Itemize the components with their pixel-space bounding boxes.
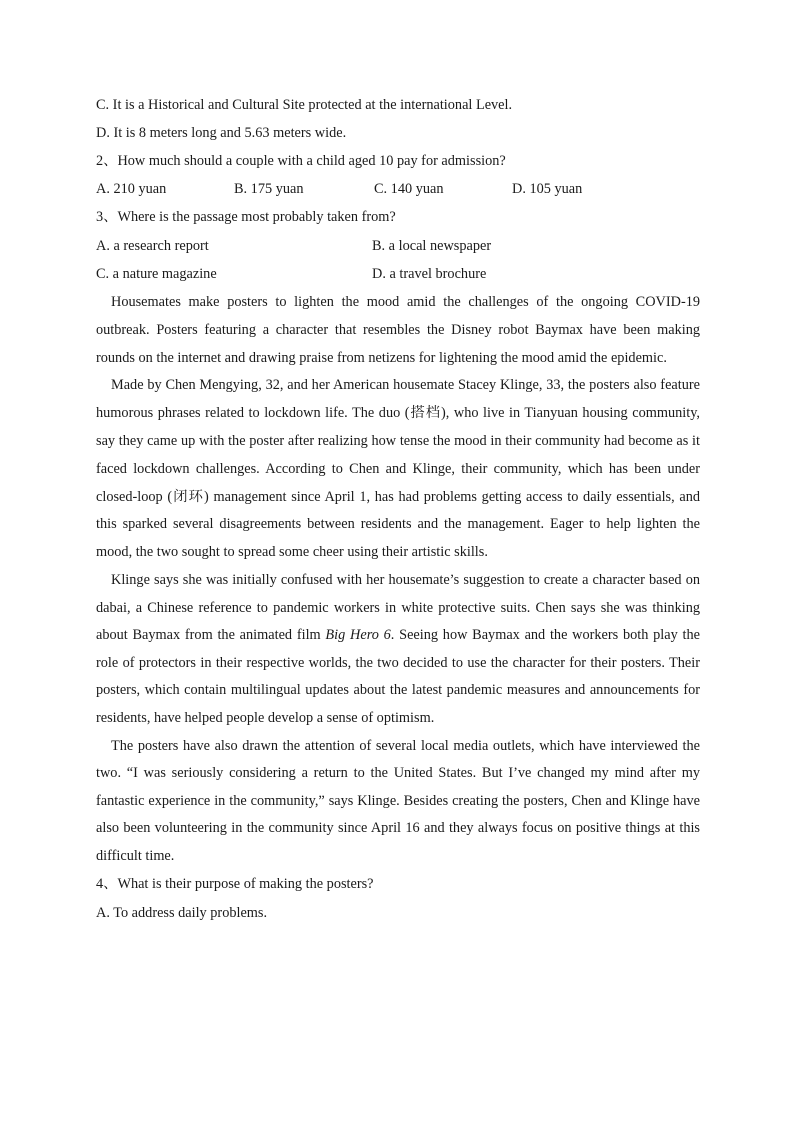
q2-options [96, 175, 700, 204]
passage-paragraph-4: The posters have also drawn the attention of several local media outlets, which have interviewed the two. “I was seriously considering a return to the United States. But I’ve changed my mind after my fantastic experience in the community,” says Klinge. Besides creating the posters, Chen and Klinge have also been volunteering in the community since April 16 and they always focus on positive things at this difficult time. [96, 737, 700, 864]
q1-option-c: C. It is a Historical and Cultural Site protected at the international Level. [96, 97, 513, 113]
q2-option-c: C. 140 yuan [374, 181, 444, 198]
q4-option-a: A. To address daily problems. [96, 905, 268, 922]
q3-question: 3、Where is the passage most probably taken from? [96, 208, 396, 225]
passage-paragraph-2: Made by Chen Mengying, 32, and her American housemate Stacey Klinge, 33, the posters also feature humorous phrases related to lockdown life. The duo (搭档), who live in Tianyuan housing community, say they came up with the poster after realizing how tense the mood in their community had become as it faced lockdown challenges. According to Chen and Klinge, their community, which has been under closed-loop (闭环) management since April 1, has had problems getting access to daily essentials, and this sparked several disagreements between residents and the management. Eager to help lighten the mood, the two sought to spread some cheer using their artistic skills. [96, 377, 700, 561]
q2-question: 2、How much should a couple with a child aged 10 pay for admission? [96, 152, 506, 169]
passage-paragraph-1: Housemates make posters to lighten the mood amid the challenges of the ongoing COVID-19 outbreak. Posters featuring a character that resembles the Disney robot Baymax have been making rounds on the internet and drawing praise from netizens for lightening the mood amid the epidemic. [96, 293, 700, 366]
q3-option-c: C. a nature magazine [96, 266, 217, 283]
q3-option-d: D. a travel brochure [372, 266, 487, 283]
q3-options-row-2 [96, 260, 700, 289]
q3-option-b: B. a local newspaper [372, 237, 492, 254]
paragraph-3-text-after: . Seeing how Baymax and the workers both play the role of protectors in their respective worlds, the two decided to use the character for their posters. Their posters, which contain multilingual updates about the latest pandemic measures and announcements for residents, have helped people develop a sense of optimism. [96, 627, 700, 726]
document-page [96, 92, 700, 928]
q2-option-d: D. 105 yuan [512, 181, 583, 198]
q3-option-a: A. a research report [96, 237, 209, 254]
paragraph-3-text-before: Klinge says she was initially confused with her housemate’s suggestion to create a character based on dabai, a Chinese reference to pandemic workers in white protective suits. Chen says she was thinking about Baymax from the animated film [96, 571, 700, 644]
q4-question: 4、What is their purpose of making the posters? [96, 876, 374, 893]
q2-option-a: A. 210 yuan [96, 181, 167, 198]
q3-options-row-1 [96, 232, 700, 261]
q2-option-b: B. 175 yuan [234, 181, 304, 198]
q1-option-d: D. It is 8 meters long and 5.63 meters wide. [96, 124, 347, 141]
passage-paragraph-3 [96, 567, 700, 733]
film-title: Big Hero 6 [325, 627, 391, 644]
